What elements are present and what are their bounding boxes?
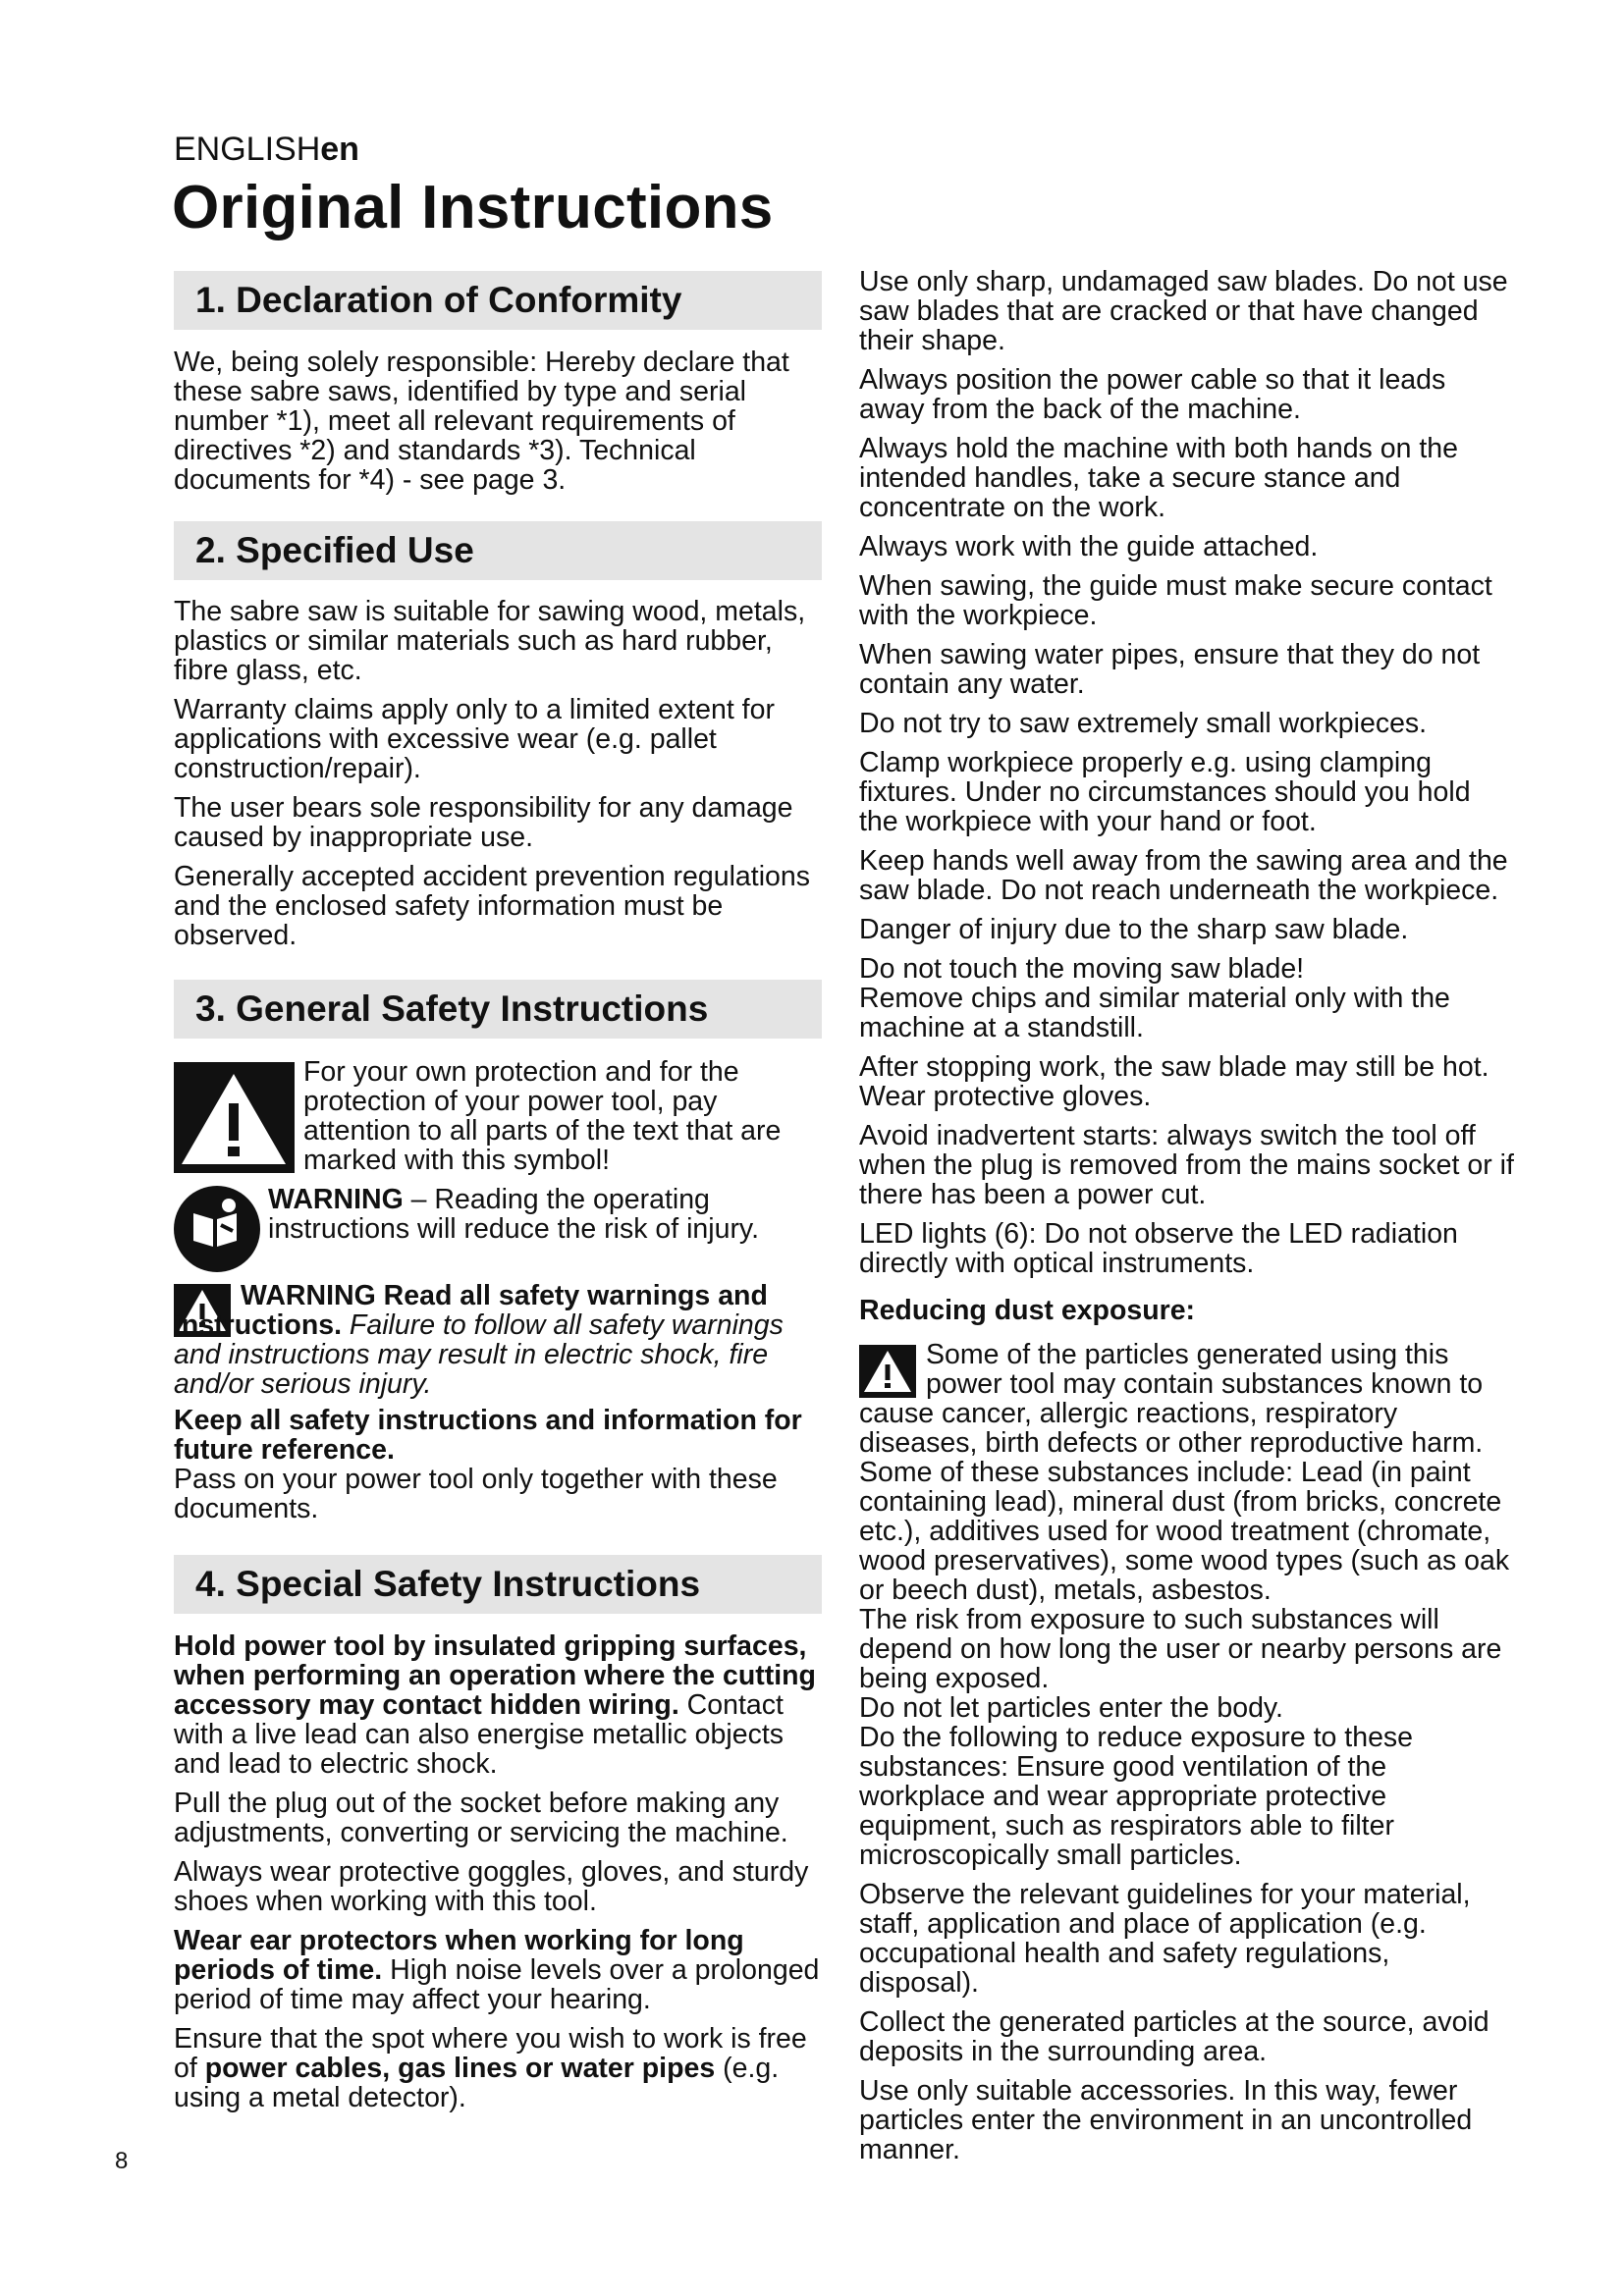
right-paragraph-1: Use only sharp, undamaged saw blades. Do not use saw blades that are cracked or that have changed their shape. — [859, 266, 1508, 356]
spot-free-bold: power cables, gas lines or water pipes — [204, 2053, 716, 2084]
dust-paragraph-4: Do the following to reduce exposure to these substances: Ensure good ventilation of the workplace and wear appropriate protective equipment, such as respirators able to filter microscopically small particles. — [859, 1722, 1414, 1871]
hold-insulated-bold: Hold power tool by insulated gripping surfaces, when performing an operation where the cutting accessory may contact hidden wiring. — [174, 1630, 816, 1721]
section-heading-general-safety: 3. General Safety Instructions — [174, 980, 822, 1039]
specified-use-paragraph-3: The user bears sole responsibility for any damage caused by inappropriate use. — [174, 792, 793, 853]
special-safety-block — [174, 1631, 822, 2122]
specified-use-block — [174, 597, 822, 960]
right-paragraph-9: Keep hands well away from the sawing area and the saw blade. Do not reach underneath the workpiece. — [859, 845, 1508, 906]
right-paragraph-11a: Do not touch the moving saw blade! — [859, 953, 1305, 985]
electric-shock-line: and lead to electric shock. — [174, 1748, 498, 1780]
right-paragraph-13: Avoid inadvertent starts: always switch the tool off when the plug is removed from the mains socket or if there has been a power cut. — [859, 1120, 1514, 1210]
right-paragraph-15: Observe the relevant guidelines for your material, staff, application and place of application (e.g. occupational health and safety regulations, disposal). — [859, 1879, 1471, 1999]
right-paragraph-3: Always hold the machine with both hands on the intended handles, take a secure stance and concentrate on the work. — [859, 433, 1458, 523]
warning-symbol-text: For your own protection and for the protection of your power tool, pay attention to all parts of the text that are marked with this symbol! — [303, 1056, 782, 1176]
page-number: 8 — [115, 2148, 129, 2174]
right-paragraph-17: Use only suitable accessories. In this way, fewer particles enter the environment in an uncontrolled manner. — [859, 2075, 1473, 2165]
read-all-warnings-paragraph — [174, 1281, 822, 1399]
language-label: ENGLISHen — [174, 131, 359, 168]
keep-instructions-block — [174, 1406, 822, 1533]
keep-instructions-bold: Keep all safety instructions and information for future reference. — [174, 1405, 802, 1466]
right-paragraph-11b: Remove chips and similar material only with the machine at a standstill. — [859, 983, 1450, 1043]
dust-heading: Reducing dust exposure: — [859, 1295, 1196, 1326]
goggles-paragraph: Always wear protective goggles, gloves, and sturdy shoes when working with this tool. — [174, 1856, 809, 1917]
pull-plug-paragraph: Pull the plug out of the socket before making any adjustments, converting or servicing the machine. — [174, 1788, 788, 1848]
dust-paragraph-2: The risk from exposure to such substances will depend on how long the user or nearby persons are being exposed. — [859, 1604, 1502, 1694]
warning-triangle-icon — [174, 1062, 295, 1173]
dust-warning-icon — [859, 1345, 916, 1398]
spot-free-paragraph: Ensure that the spot where you wish to work is free of power cables, gas lines or water pipes (e.g. using a metal detector). — [174, 2023, 807, 2113]
read-all-warnings-bold: WARNING Read all safety warnings and instructions. — [174, 1280, 768, 1341]
right-paragraph-8: Clamp workpiece properly e.g. using clamping fixtures. Under no circumstances should you hold the workpiece with your hand or foot. — [859, 747, 1471, 837]
read-all-warnings-italic: Failure to follow all safety warnings and instructions may result in electric shock, fire and/or serious injury. — [174, 1309, 784, 1400]
section-heading-specified-use: 2. Specified Use — [174, 521, 822, 580]
page-title: Original Instructions — [172, 174, 774, 241]
declaration-paragraph: We, being solely responsible: Hereby declare that these sabre saws, identified by type and serial number *1), meet all relevant requirements of directives *2) and standards *3). Technical documents for *4) - see page 3. — [174, 347, 789, 496]
dust-paragraph-1: cause cancer, allergic reactions, respiratory diseases, birth defects or other reproductive harm. Some of these substances include: Lead (in paint containing lead), mineral dust (from bricks, concrete etc.), additives used for wood treatment (chromate, wood preservatives), some wood types (such as oak or beech dust), metals, asbestos. — [859, 1398, 1510, 1606]
read-manual-icon — [174, 1186, 260, 1272]
right-paragraph-2: Always position the power cable so that it leads away from the back of the machine. — [859, 364, 1446, 425]
section-heading-special-safety: 4. Special Safety Instructions — [174, 1555, 822, 1614]
warning-read-manual-text: WARNING – Reading the operating instructions will reduce the risk of injury. — [268, 1184, 759, 1245]
specified-use-paragraph-2: Warranty claims apply only to a limited extent for applications with excessive wear (e.g. pallet construction/repair). — [174, 694, 775, 784]
hold-insulated-paragraph: Hold power tool by insulated gripping surfaces, when performing an operation where the cutting accessory may contact hidden wiring. Contact with a live lead can also energise metallic objects — [174, 1630, 816, 1750]
right-paragraph-10: Danger of injury due to the sharp saw blade. — [859, 914, 1409, 945]
right-paragraph-7: Do not try to saw extremely small workpieces. — [859, 708, 1428, 739]
specified-use-paragraph-4: Generally accepted accident prevention regulations and the enclosed safety information must be observed. — [174, 861, 810, 951]
dust-warning-first-lines: Some of the particles generated using this power tool may contain substances known to — [926, 1339, 1484, 1400]
ear-protectors-paragraph: Wear ear protectors when working for long periods of time. High noise levels over a prolonged period of time may affect your hearing. — [174, 1925, 820, 2015]
right-paragraph-12: After stopping work, the saw blade may still be hot. Wear protective gloves. — [859, 1051, 1489, 1112]
right-safety-block — [859, 267, 1517, 1288]
right-paragraph-5: When sawing, the guide must make secure contact with the workpiece. — [859, 570, 1492, 631]
right-paragraph-6: When sawing water pipes, ensure that they do not contain any water. — [859, 639, 1481, 700]
right-paragraph-4: Always work with the guide attached. — [859, 531, 1319, 562]
language-code: en — [320, 131, 359, 168]
warning-label: WARNING — [268, 1184, 404, 1215]
read-all-warnings-block — [174, 1281, 822, 1409]
ear-protectors-bold: Wear ear protectors when working for long periods of time. — [174, 1925, 744, 1986]
specified-use-paragraph-1: The sabre saw is suitable for sawing wood, metals, plastics or similar materials such as hard rubber, fibre glass, etc. — [174, 596, 806, 686]
declaration-text-block — [174, 347, 822, 505]
right-paragraph-16: Collect the generated particles at the source, avoid deposits in the surrounding area. — [859, 2006, 1489, 2067]
dust-block — [859, 1399, 1517, 2174]
section-heading-declaration: 1. Declaration of Conformity — [174, 271, 822, 330]
pass-on-text: Pass on your power tool only together with these documents. — [174, 1464, 778, 1524]
dust-paragraph-3: Do not let particles enter the body. — [859, 1692, 1283, 1724]
right-paragraph-14: LED lights (6): Do not observe the LED radiation directly with optical instruments. — [859, 1218, 1458, 1279]
